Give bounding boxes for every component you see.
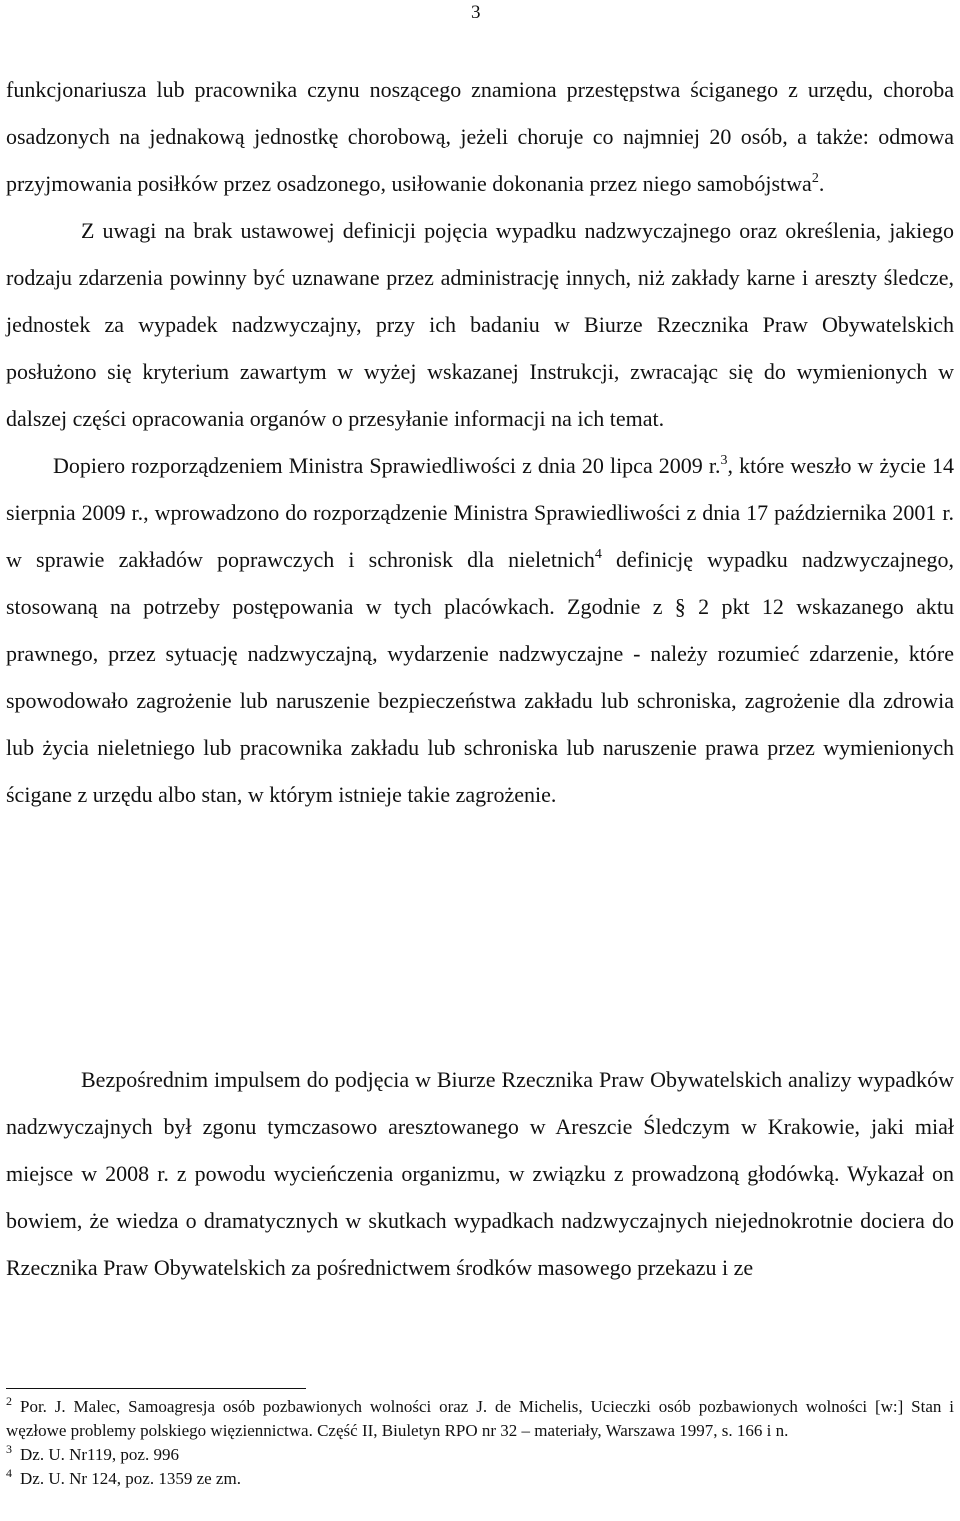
paragraph-1-end: . <box>818 171 825 196</box>
paragraph-1 <box>6 66 954 207</box>
footnote-text: Por. J. Malec, Samoagresja osób pozbawionych wolności oraz J. de Michelis, Ucieczki osób pozbawionych wolności [w:] Stan i węzłowe problemy polskiego więziennictwa. Część II, Biuletyn RPO nr 32 – materiały, Warszawa 1997, s. 166 i n. <box>6 1397 954 1440</box>
footnote-separator <box>6 1388 306 1389</box>
paragraph-4 <box>6 1056 954 1291</box>
paragraph-3 <box>6 442 954 818</box>
second-text-block <box>6 1056 954 1291</box>
main-text-block <box>6 66 954 818</box>
footnote-number: 3 <box>6 1442 12 1456</box>
footnote-2 <box>6 1395 954 1443</box>
footnote-3 <box>6 1443 954 1467</box>
footnote-ref-4[interactable]: 4 <box>594 547 602 562</box>
footnote-ref-3[interactable]: 3 <box>720 453 728 468</box>
paragraph-3-text-a: Dopiero rozporządzeniem Ministra Sprawiedliwości z dnia 20 lipca 2009 r. <box>53 453 721 478</box>
paragraph-1-text: funkcjonariusza lub pracownika czynu noszącego znamiona przestępstwa ściganego z urzędu, choroba osadzonych na jednakową jednostkę chorobową, jeżeli choruje co najmniej 20 osób, a także: odmowa przyjmowania posiłków przez osadzonego, usiłowanie dokonania przez niego samobójstwa <box>6 77 954 196</box>
paragraph-4-text: Bezpośrednim impulsem do podjęcia w Biurze Rzecznika Praw Obywatelskich analizy wypadków nadzwyczajnych był zgonu tymczasowo aresztowanego w Areszcie Śledczym w Krakowie, jaki miał miejsce w 2008 r. z powodu wycieńczenia organizmu, w związku z prowadzoną głodówką. Wykazał on bowiem, że wiedza o dramatycznych w skutkach wypadkach nadzwyczajnych niejednokrotnie dociera do Rzecznika Praw Obywatelskich za pośrednictwem środków masowego przekazu i ze <box>6 1067 954 1280</box>
paragraph-3-text-b: , które weszło w życie 14 sierpnia 2009 r., wprowadzono do rozporządzenie Ministra Sprawiedliwości z dnia 17 października 2001 r. w sprawie zakładów poprawczych i schronisk dla nieletnich <box>6 453 954 572</box>
paragraph-3-text-c: definicję wypadku nadzwyczajnego, stosowaną na potrzeby postępowania w tych placówkach. Zgodnie z § 2 pkt 12 wskazanego aktu prawnego, przez sytuację nadzwyczajną, wydarzenie nadzwyczajne - należy rozumieć zdarzenie, które spowodowało zagrożenie lub naruszenie bezpieczeństwa zakładu lub schroniska, zagrożenie dla zdrowia lub życia nieletniego lub pracownika zakładu lub schroniska lub naruszenie prawa przez wymienionych ścigane z urzędu albo stan, w którym istnieje takie zagrożenie. <box>6 547 954 807</box>
footnote-4 <box>6 1467 954 1491</box>
footnotes <box>6 1395 954 1491</box>
paragraph-2-text: Z uwagi na brak ustawowej definicji pojęcia wypadku nadzwyczajnego oraz określenia, jakiego rodzaju zdarzenia powinny być uznawane przez administrację innych, niż zakłady karne i areszty śledcze, jednostek za wypadek nadzwyczajny, przy ich badaniu w Biurze Rzecznika Praw Obywatelskich posłużono się kryterium zawartym w wyżej wskazanej Instrukcji, zwracając się do wymienionych w dalszej części opracowania organów o przesyłanie informacji na ich temat. <box>6 218 954 431</box>
footnote-number: 2 <box>6 1394 12 1408</box>
footnote-ref-2[interactable]: 2 <box>811 171 819 186</box>
footnote-text: Dz. U. Nr 124, poz. 1359 ze zm. <box>20 1469 241 1488</box>
footnote-text: Dz. U. Nr119, poz. 996 <box>20 1445 179 1464</box>
page-number: 3 <box>471 2 481 23</box>
paragraph-2 <box>6 207 954 442</box>
footnote-number: 4 <box>6 1466 12 1480</box>
